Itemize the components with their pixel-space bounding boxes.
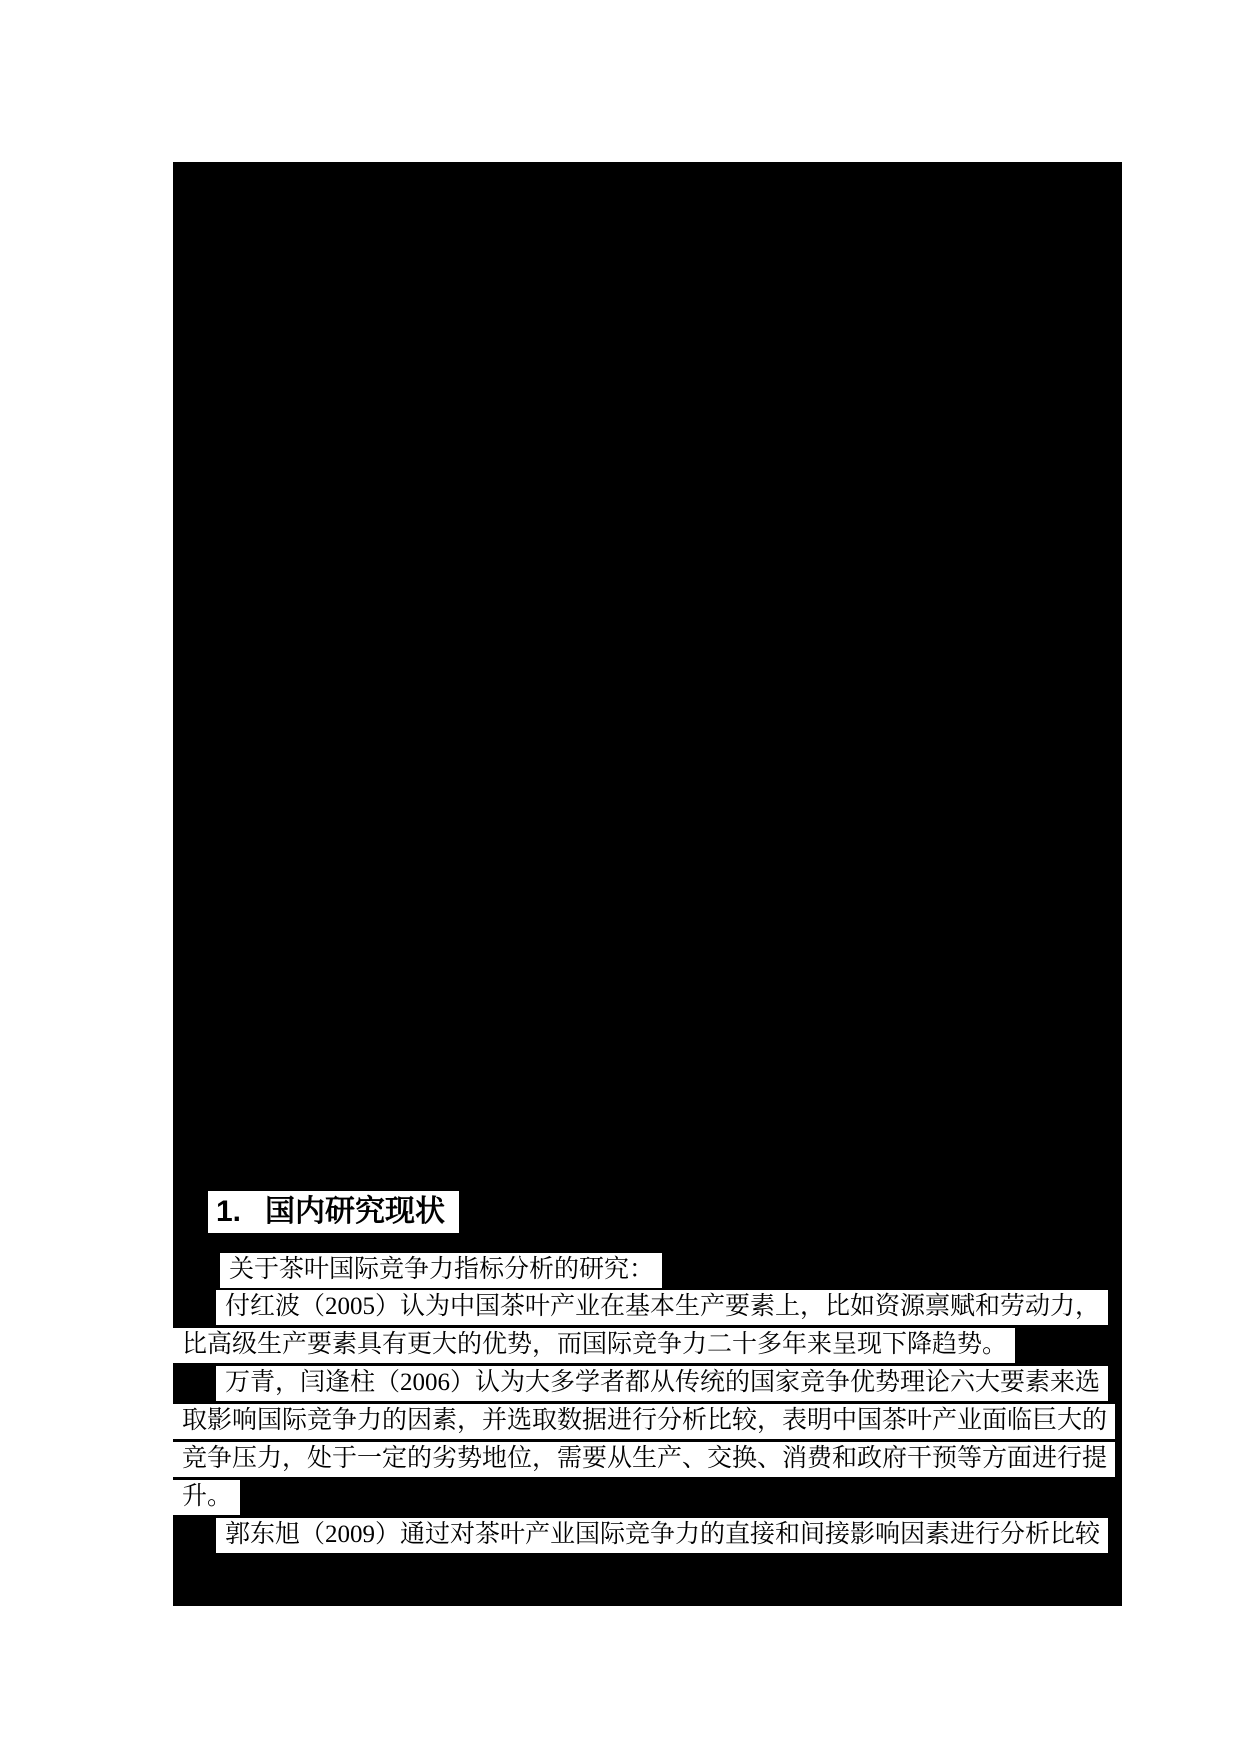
text-line: 取影响国际竞争力的因素，并选取数据进行分析比较，表明中国茶叶产业面临巨大的 — [173, 1404, 1115, 1439]
text-line: 付红波（2005）认为中国茶叶产业在基本生产要素上，比如资源禀赋和劳动力， — [216, 1290, 1108, 1325]
paragraph-fuhongbo-line-1 — [216, 1290, 1108, 1325]
text-line: 升。 — [173, 1480, 240, 1515]
section-heading-box — [208, 1191, 459, 1233]
text-line: 郭东旭（2009）通过对茶叶产业国际竞争力的直接和间接影响因素进行分析比较 — [216, 1518, 1108, 1553]
paragraph-wanqing-line-3 — [173, 1442, 1115, 1477]
heading-title: 国内研究现状 — [265, 1195, 446, 1228]
text-line: 关于茶叶国际竞争力指标分析的研究： — [220, 1253, 662, 1288]
text-line: 竞争压力，处于一定的劣势地位，需要从生产、交换、消费和政府干预等方面进行提 — [173, 1442, 1115, 1477]
paragraph-wanqing-line-1 — [216, 1366, 1108, 1401]
paragraph-guodongxu-line-1 — [216, 1518, 1108, 1553]
intro-line — [220, 1253, 662, 1288]
heading-number: 1. — [216, 1195, 242, 1228]
paragraph-wanqing-line-4 — [173, 1480, 240, 1515]
text-line: 比高级生产要素具有更大的优势，而国际竞争力二十多年来呈现下降趋势。 — [173, 1328, 1015, 1363]
section-heading — [208, 1191, 459, 1233]
paragraph-fuhongbo-line-2 — [173, 1328, 1015, 1363]
paragraph-wanqing-line-2 — [173, 1404, 1115, 1439]
text-line: 万青，闫逢柱（2006）认为大多学者都从传统的国家竞争优势理论六大要素来选 — [216, 1366, 1108, 1401]
